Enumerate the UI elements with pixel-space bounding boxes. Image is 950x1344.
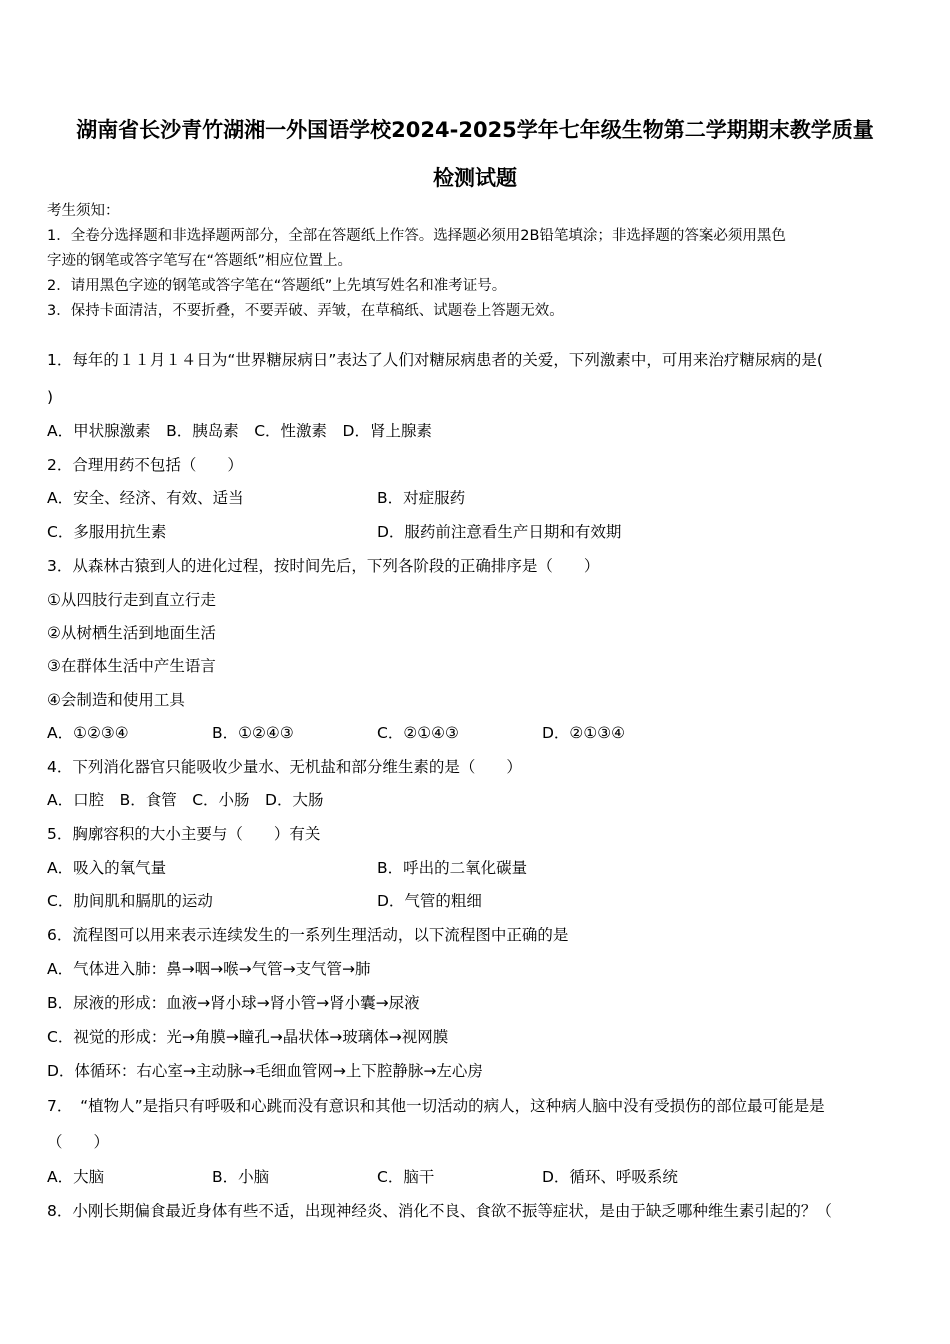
notice-line: 3．保持卡面清洁，不要折叠，不要弄破、弄皱，在草稿纸、试题卷上答题无效。 <box>47 303 564 319</box>
option-a: A．安全、经济、有效、适当 <box>47 489 244 507</box>
option-a: A．气体进入肺：鼻→咽→喉→气管→支气管→肺 <box>47 960 371 978</box>
option-a: A．大脑 <box>47 1168 105 1186</box>
option-a: A．①②③④ <box>47 724 129 742</box>
question-options: A．甲状腺激素 B．胰岛素 C．性激素 D．肾上腺素 <box>47 422 432 440</box>
option-c: C．②①④③ <box>377 724 459 742</box>
option-b: B．对症服药 <box>377 489 466 507</box>
question-stem: 4．下列消化器官只能吸收少量水、无机盐和部分维生素的是（ ） <box>47 758 522 776</box>
option-b: B．小脑 <box>212 1168 270 1186</box>
option-a: A．吸入的氧气量 <box>47 859 167 877</box>
question-statement: ④会制造和使用工具 <box>47 691 185 709</box>
notice-heading: 考生须知： <box>47 203 120 219</box>
option-b: B．①②④③ <box>212 724 294 742</box>
option-b: B．尿液的形成：血液→肾小球→肾小管→肾小囊→尿液 <box>47 994 420 1012</box>
question-statement: ①从四肢行走到直立行走 <box>47 591 216 609</box>
notice-line: 1．全卷分选择题和非选择题两部分，全部在答题纸上作答。选择题必须用2B铅笔填涂；非选择题的答案必须用黑色 <box>47 228 786 244</box>
question-stem: 1．每年的１１月１４日为“世界糖尿病日”表达了人们对糖尿病患者的关爱，下列激素中，可用来治疗糖尿病的是( <box>47 351 823 369</box>
option-d: D．服药前注意看生产日期和有效期 <box>377 523 622 541</box>
question-stem: 7． “植物人”是指只有呼吸和心跳而没有意识和其他一切活动的病人，这种病人脑中没有受损伤的部位最可能是是 <box>47 1097 825 1115</box>
title-line-1: 湖南省长沙青竹湖湘一外国语学校2024-2025学年七年级生物第二学期期末教学质量 <box>76 118 874 142</box>
question-stem: 3．从森林古猿到人的进化过程，按时间先后，下列各阶段的正确排序是（ ） <box>47 557 600 575</box>
option-b: B．呼出的二氧化碳量 <box>377 859 528 877</box>
option-d: D．体循环：右心室→主动脉→毛细血管网→上下腔静脉→左心房 <box>47 1062 483 1080</box>
question-stem: （ ） <box>47 1133 110 1151</box>
option-c: C．视觉的形成：光→角膜→瞳孔→晶状体→玻璃体→视网膜 <box>47 1028 449 1046</box>
notice-line: 字迹的钢笔或答字笔写在“答题纸”相应位置上。 <box>47 253 353 269</box>
notice-line: 2．请用黑色字迹的钢笔或答字笔在“答题纸”上先填写姓名和准考证号。 <box>47 278 507 294</box>
question-statement: ②从树栖生活到地面生活 <box>47 624 216 642</box>
option-d: D．气管的粗细 <box>377 892 482 910</box>
option-c: C．多服用抗生素 <box>47 523 167 541</box>
title-line-2: 检测试题 <box>433 166 517 190</box>
option-c: C．脑干 <box>377 1168 435 1186</box>
question-stem: ) <box>47 388 54 406</box>
question-statement: ③在群体生活中产生语言 <box>47 657 216 675</box>
question-options: A．口腔 B．食管 C．小肠 D．大肠 <box>47 791 324 809</box>
question-stem: 8．小刚长期偏食最近身体有些不适，出现神经炎、消化不良、食欲不振等症状，是由于缺乏哪种维生素引起的？（ <box>47 1202 832 1220</box>
option-d: D．②①③④ <box>542 724 626 742</box>
question-stem: 2．合理用药不包括（ ） <box>47 456 243 474</box>
option-d: D．循环、呼吸系统 <box>542 1168 678 1186</box>
option-c: C．肋间肌和膈肌的运动 <box>47 892 213 910</box>
question-stem: 6．流程图可以用来表示连续发生的一系列生理活动，以下流程图中正确的是 <box>47 926 569 944</box>
question-stem: 5．胸廓容积的大小主要与（ ）有关 <box>47 825 321 843</box>
